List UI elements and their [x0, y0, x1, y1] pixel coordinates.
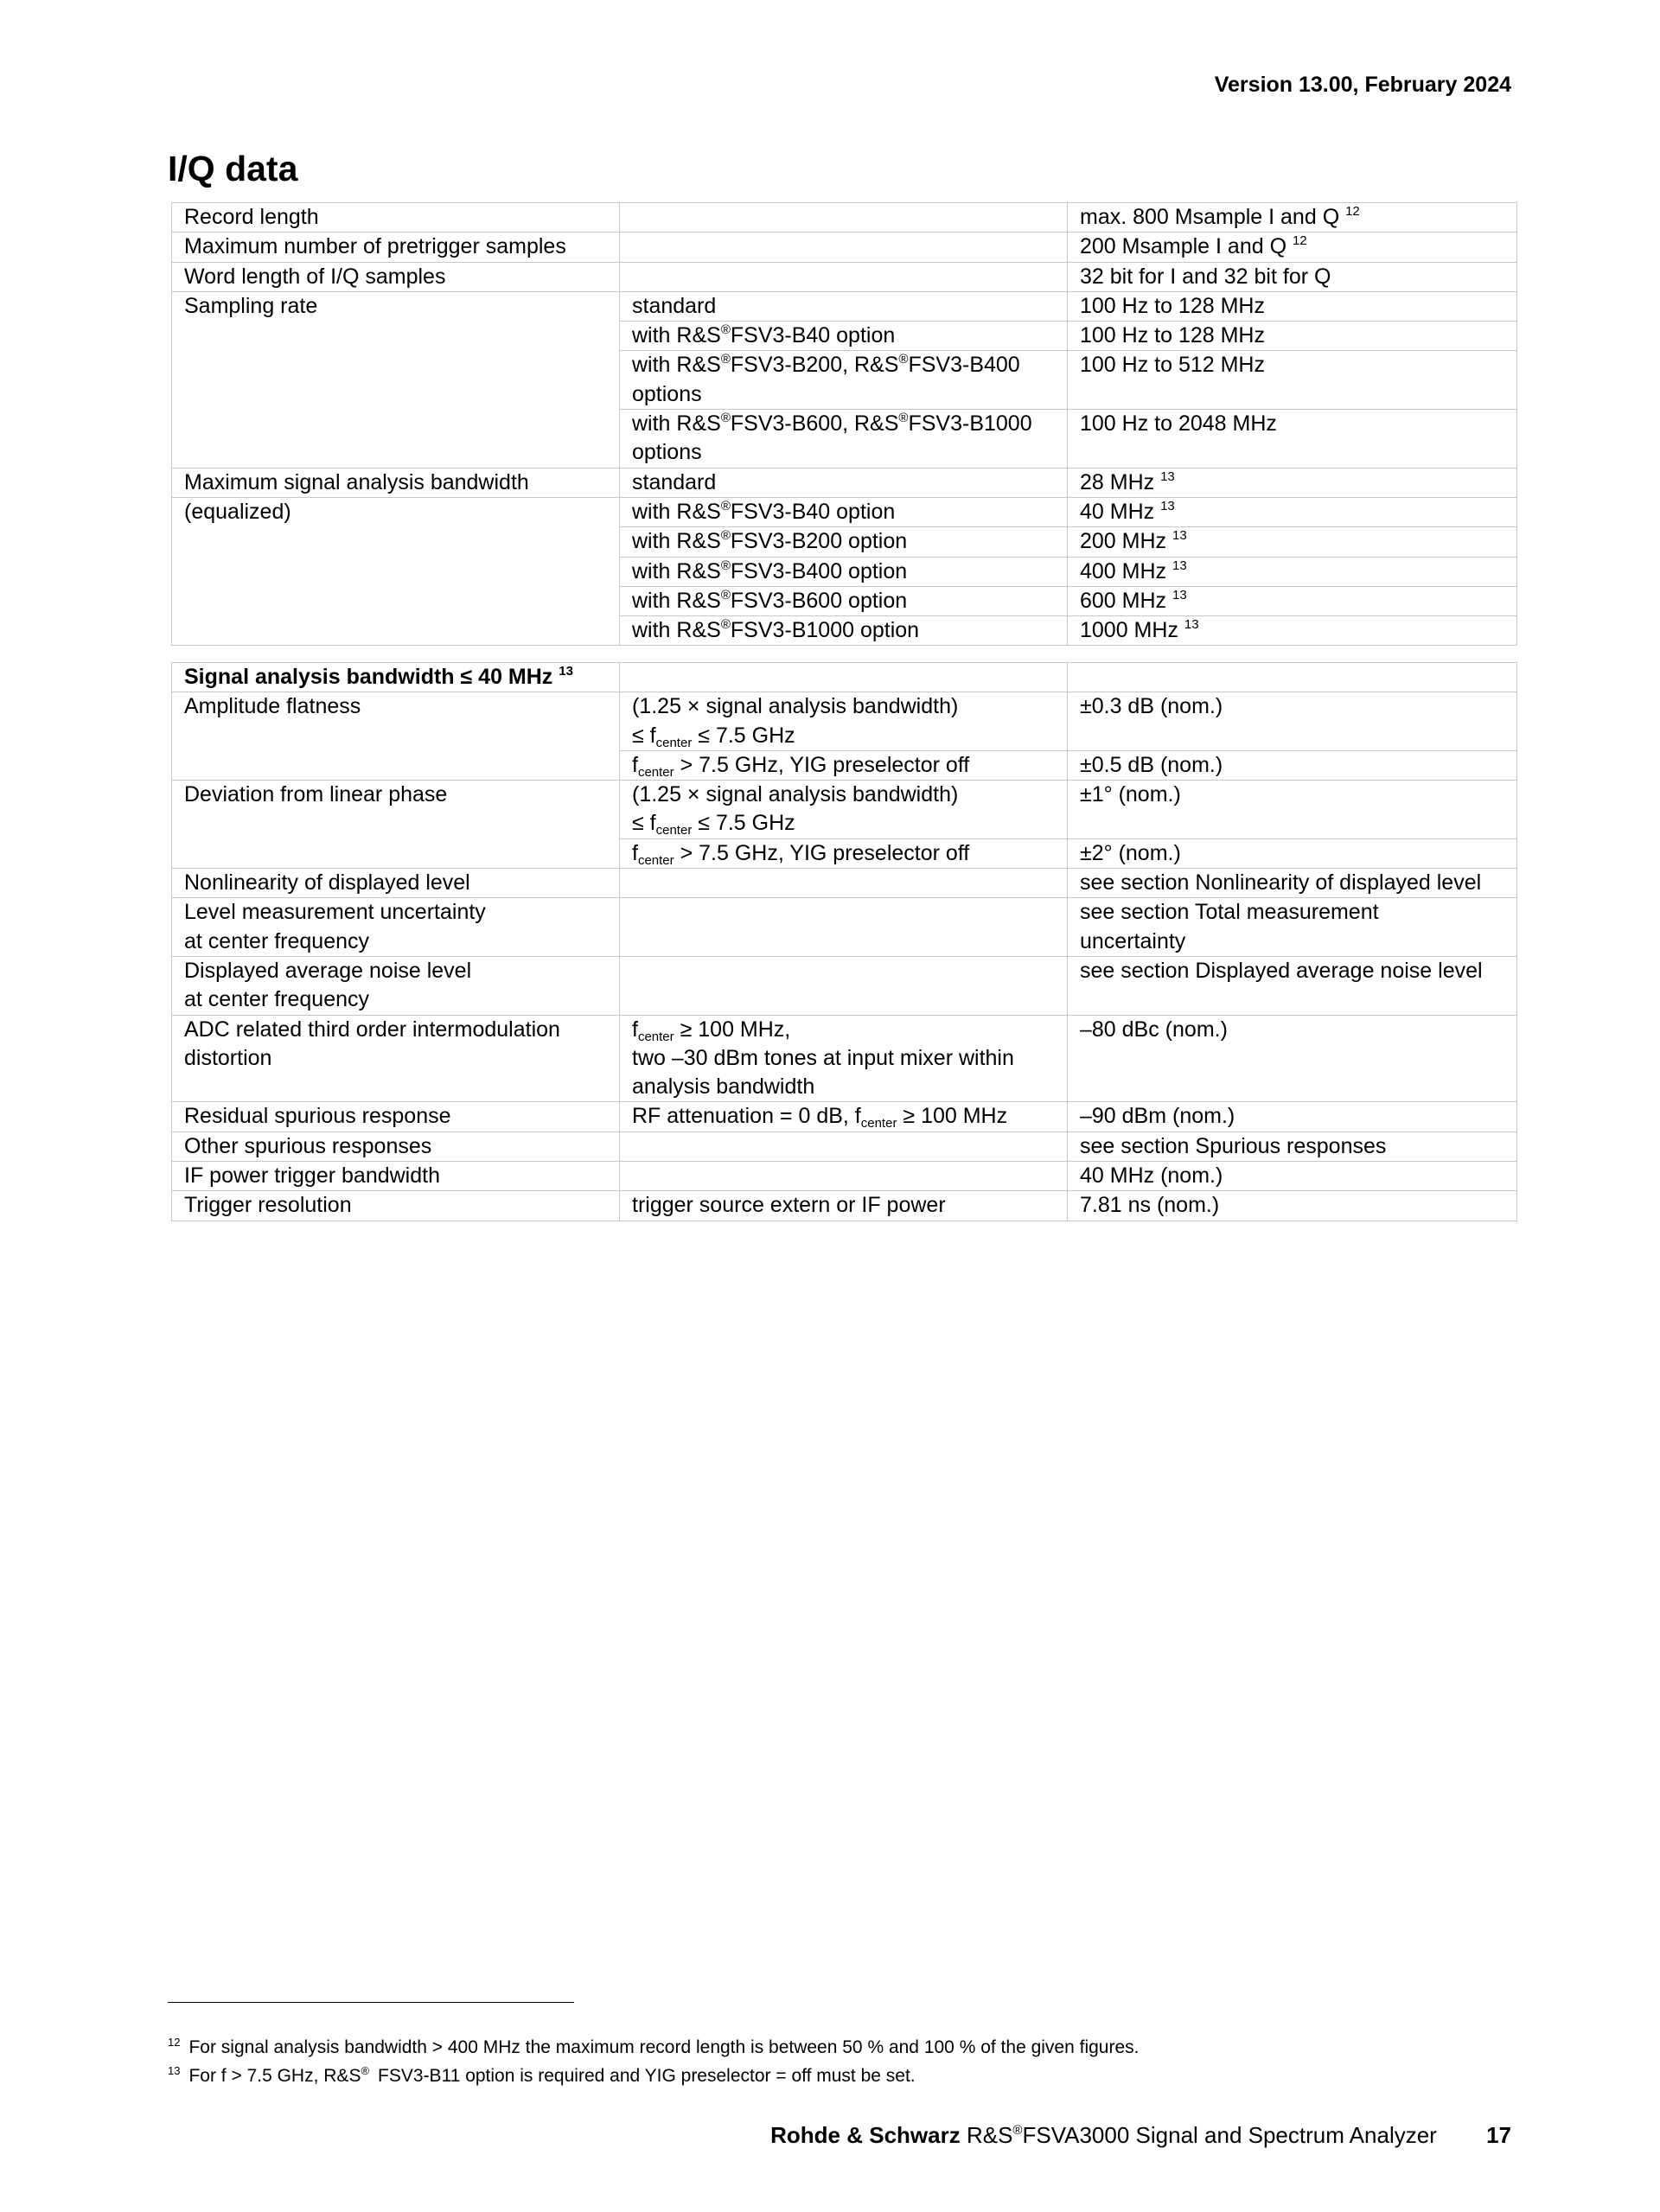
- cell-text: ±0.3 dB (nom.): [1080, 694, 1223, 719]
- table-cell: [1068, 351, 1517, 410]
- table-cell: [1068, 616, 1517, 646]
- cell-text: Sampling rate: [184, 293, 318, 318]
- table-row: [172, 869, 1517, 898]
- iq-data-table: [171, 202, 1517, 646]
- table-row: [172, 750, 1517, 780]
- cell-text: with R&S®FSV3-B1000 option: [632, 617, 920, 643]
- cell-text: 100 Hz to 128 MHz: [1080, 323, 1265, 348]
- section-title: I/Q data: [168, 149, 298, 188]
- table-cell: [1068, 586, 1517, 615]
- table-cell: [172, 781, 620, 839]
- cell-text: 200 Msample I and Q: [1080, 234, 1287, 259]
- footnote-ref: 13: [1184, 617, 1199, 633]
- cell-text: ADC related third order intermodulation distortion: [184, 1017, 560, 1070]
- subscript: center: [637, 764, 674, 780]
- registered-mark: ®: [720, 587, 731, 602]
- table-cell: [620, 291, 1068, 321]
- table-row: [172, 351, 1517, 410]
- table-row: [172, 322, 1517, 351]
- cell-text: 100 Hz to 128 MHz: [1080, 293, 1265, 318]
- table-cell: [1068, 262, 1517, 291]
- version-label: Version 13.00, February 2024: [1214, 73, 1511, 97]
- cell-text: Displayed average noise level at center frequency: [184, 958, 472, 1012]
- table-cell: [1068, 1162, 1517, 1191]
- cell-text: Nonlinearity of displayed level: [184, 870, 470, 896]
- subscript: center: [655, 823, 693, 838]
- footnote-text: For signal analysis bandwidth > 400 MHz the maximum record length is between 50 % and 100 % of the given figures.: [188, 2037, 1140, 2057]
- registered-mark: ®: [720, 411, 731, 426]
- footnote-divider: [168, 2002, 574, 2003]
- page-number: 17: [1486, 2122, 1511, 2148]
- cell-text: Trigger resolution: [184, 1193, 352, 1218]
- cell-text: 100 Hz to 2048 MHz: [1080, 411, 1277, 437]
- table-cell: [172, 869, 620, 898]
- table-row: [172, 781, 1517, 839]
- subscript: center: [637, 1029, 674, 1044]
- table-cell: [620, 692, 1068, 751]
- table-row: [172, 616, 1517, 646]
- cell-text: (1.25 × signal analysis bandwidth) ≤ f: [632, 694, 959, 748]
- table-cell: [620, 203, 1068, 233]
- table-cell: [620, 351, 1068, 410]
- cell-text: Level measurement uncertainty at center frequency: [184, 900, 486, 953]
- footnote-ref: 13: [1172, 528, 1187, 544]
- table-cell: [172, 586, 620, 615]
- footnote-ref: 12: [1292, 233, 1307, 249]
- table-cell: [1068, 468, 1517, 497]
- cell-text: f: [632, 840, 638, 865]
- table-row: [172, 1131, 1517, 1161]
- table-cell: [172, 1015, 620, 1102]
- cell-text: f: [632, 752, 638, 777]
- cell-text: with R&S®FSV3-B400 option: [632, 558, 908, 583]
- table-cell: [172, 203, 620, 233]
- table-cell: [620, 557, 1068, 586]
- cell-text: 100 Hz to 512 MHz: [1080, 353, 1265, 378]
- footnote-13: [168, 2062, 1139, 2090]
- table-cell: [620, 750, 1068, 780]
- footnote-ref: 12: [1345, 204, 1360, 219]
- table-row: [172, 898, 1517, 957]
- cell-text: 32 bit for I and 32 bit for Q: [1080, 264, 1331, 289]
- cell-text: Maximum signal analysis bandwidth: [184, 469, 529, 494]
- table-cell: [1068, 869, 1517, 898]
- table-row: [172, 527, 1517, 557]
- table-row: [172, 586, 1517, 615]
- registered-mark: ®: [720, 528, 731, 544]
- table-cell: [620, 586, 1068, 615]
- table-cell: [172, 497, 620, 526]
- cell-text: with R&S®FSV3-B40 option: [632, 322, 896, 348]
- table-row: [172, 291, 1517, 321]
- table-cell: [620, 898, 1068, 957]
- footer-product: R&S®FSVA3000 Signal and Spectrum Analyzer: [966, 2122, 1437, 2148]
- table-cell: [172, 262, 620, 291]
- cell-text: trigger source extern or IF power: [632, 1193, 946, 1218]
- table-row: [172, 497, 1517, 526]
- cell-text: see section Nonlinearity of displayed level: [1080, 870, 1482, 896]
- cell-text: Deviation from linear phase: [184, 782, 448, 807]
- cell-text: see section Spurious responses: [1080, 1133, 1387, 1158]
- table-cell: [620, 497, 1068, 526]
- cell-text: ±2° (nom.): [1080, 840, 1181, 865]
- table-cell: [1068, 750, 1517, 780]
- table-cell: [1068, 1191, 1517, 1221]
- table-cell: [1068, 781, 1517, 839]
- cell-text: f: [632, 1017, 638, 1042]
- page-footer: [770, 2122, 1511, 2149]
- table-row: [172, 956, 1517, 1015]
- cell-text: RF attenuation = 0 dB, f: [632, 1104, 861, 1129]
- cell-text: ≤ 7.5 GHz: [692, 723, 795, 748]
- table-row: [172, 1191, 1517, 1221]
- table-cell: [1068, 898, 1517, 957]
- registered-mark: ®: [898, 411, 909, 426]
- table-cell: [620, 410, 1068, 469]
- table-cell: [1068, 527, 1517, 557]
- table-cell: [172, 838, 620, 868]
- table-row: [172, 410, 1517, 469]
- table-cell: [1068, 410, 1517, 469]
- cell-text: with R&S®FSV3-B200, R&S®FSV3-B400 options: [632, 352, 1020, 406]
- signal-analysis-bandwidth-table-body: [172, 663, 1517, 1221]
- header-label: Signal analysis bandwidth ≤ 40 MHz: [184, 665, 553, 689]
- cell-text: see section Total measurement uncertainty: [1080, 900, 1379, 953]
- table-cell: [1068, 692, 1517, 751]
- cell-text: ±1° (nom.): [1080, 782, 1181, 807]
- table-cell: [620, 838, 1068, 868]
- table-cell: [620, 1015, 1068, 1102]
- cell-text: 28 MHz: [1080, 469, 1155, 494]
- registered-mark: ®: [720, 352, 731, 367]
- table-cell: [1068, 322, 1517, 351]
- table-row: [172, 468, 1517, 497]
- cell-text: IF power trigger bandwidth: [184, 1163, 440, 1189]
- table-cell: [172, 750, 620, 780]
- table-header-row: [172, 663, 1517, 692]
- table-row: [172, 557, 1517, 586]
- table-cell: [620, 262, 1068, 291]
- table-row: [172, 838, 1517, 868]
- table-cell: [172, 616, 620, 646]
- table-row: [172, 1102, 1517, 1131]
- cell-text: standard: [632, 293, 717, 318]
- cell-text: (equalized): [184, 499, 291, 524]
- cell-text: Amplitude flatness: [184, 694, 361, 719]
- cell-text: with R&S®FSV3-B40 option: [632, 498, 896, 524]
- table-cell: [620, 1131, 1068, 1161]
- table-cell: [172, 233, 620, 262]
- table-cell: [172, 692, 620, 751]
- subscript: center: [655, 735, 693, 750]
- footnotes: [168, 2033, 1139, 2090]
- cell-text: 40 MHz: [1080, 499, 1155, 524]
- cell-text: Record length: [184, 205, 319, 229]
- cell-text: with R&S®FSV3-B200 option: [632, 528, 908, 554]
- footnote-ref: 13: [1172, 587, 1187, 602]
- table-cell: [1068, 1015, 1517, 1102]
- table-cell: [620, 956, 1068, 1015]
- table-cell: [1068, 1131, 1517, 1161]
- table-cell: [172, 956, 620, 1015]
- footnote-text: For f > 7.5 GHz, R&S® FSV3-B11 option is required and YIG preselector = off must be set.: [188, 2064, 916, 2086]
- cell-text: with R&S®FSV3-B600, R&S®FSV3-B1000 options: [632, 411, 1032, 465]
- table-cell: [1068, 956, 1517, 1015]
- cell-text: > 7.5 GHz, YIG preselector off: [674, 840, 970, 865]
- registered-mark: ®: [720, 617, 731, 633]
- table-cell: [172, 527, 620, 557]
- table-row: [172, 233, 1517, 262]
- table-row: [172, 1015, 1517, 1102]
- footnote-ref: 13: [1172, 558, 1187, 573]
- table-cell: [172, 1162, 620, 1191]
- table-cell: [172, 1191, 620, 1221]
- table-header-cell-empty: [620, 663, 1068, 692]
- subscript: center: [637, 852, 674, 868]
- table-cell: [172, 898, 620, 957]
- cell-text: (1.25 × signal analysis bandwidth) ≤ f: [632, 782, 959, 836]
- cell-text: standard: [632, 469, 717, 494]
- table-cell: [620, 616, 1068, 646]
- footnote-ref: 13: [559, 664, 573, 679]
- table-row: [172, 1162, 1517, 1191]
- table-cell: [172, 291, 620, 321]
- table-cell: [172, 351, 620, 410]
- cell-text: 7.81 ns (nom.): [1080, 1193, 1220, 1218]
- footnote-ref: 13: [1160, 498, 1175, 513]
- cell-text: 400 MHz: [1080, 558, 1167, 583]
- footnote-number: 13: [168, 2064, 181, 2077]
- registered-mark: ®: [720, 498, 731, 513]
- table-cell: [172, 410, 620, 469]
- cell-text: with R&S®FSV3-B600 option: [632, 587, 908, 613]
- registered-mark: ®: [898, 352, 909, 367]
- signal-analysis-bandwidth-table: [171, 662, 1517, 1221]
- table-row: [172, 692, 1517, 751]
- cell-text: 200 MHz: [1080, 529, 1167, 554]
- subscript: center: [860, 1116, 897, 1131]
- table-cell: [1068, 291, 1517, 321]
- cell-text: Word length of I/Q samples: [184, 264, 446, 289]
- footnote-number: 12: [168, 2036, 181, 2049]
- table-cell: [1068, 497, 1517, 526]
- table-cell: [1068, 557, 1517, 586]
- table-header-cell: [172, 663, 620, 692]
- table-cell: [620, 527, 1068, 557]
- table-header-cell-empty: [1068, 663, 1517, 692]
- footnote-12: [168, 2033, 1139, 2062]
- table-cell: [620, 468, 1068, 497]
- table-cell: [1068, 838, 1517, 868]
- cell-text: Residual spurious response: [184, 1104, 451, 1129]
- footer-company: Rohde & Schwarz: [770, 2122, 961, 2148]
- cell-text: 1000 MHz: [1080, 618, 1178, 643]
- cell-text: 40 MHz (nom.): [1080, 1163, 1223, 1189]
- table-row: [172, 203, 1517, 233]
- cell-text: –80 dBc (nom.): [1080, 1017, 1228, 1042]
- cell-text: ≤ 7.5 GHz: [692, 811, 795, 836]
- cell-text: ≥ 100 MHz: [897, 1104, 1008, 1129]
- table-cell: [620, 1102, 1068, 1131]
- table-cell: [172, 1131, 620, 1161]
- table-cell: [172, 1102, 620, 1131]
- table-cell: [620, 1191, 1068, 1221]
- footnote-ref: 13: [1160, 469, 1175, 484]
- registered-mark: ®: [720, 322, 731, 338]
- cell-text: Other spurious responses: [184, 1133, 432, 1158]
- table-cell: [172, 468, 620, 497]
- cell-text: ≥ 100 MHz, two –30 dBm tones at input mixer within analysis bandwidth: [632, 1017, 1014, 1100]
- table-cell: [620, 1162, 1068, 1191]
- table-cell: [1068, 1102, 1517, 1131]
- table-cell: [620, 322, 1068, 351]
- table-row: [172, 262, 1517, 291]
- cell-text: Maximum number of pretrigger samples: [184, 234, 566, 259]
- table-cell: [620, 781, 1068, 839]
- registered-mark: ®: [1012, 2123, 1023, 2138]
- table-cell: [172, 322, 620, 351]
- cell-text: ±0.5 dB (nom.): [1080, 752, 1223, 777]
- iq-data-table-body: [172, 203, 1517, 646]
- cell-text: see section Displayed average noise level: [1080, 958, 1483, 983]
- cell-text: max. 800 Msample I and Q: [1080, 205, 1340, 229]
- cell-text: –90 dBm (nom.): [1080, 1104, 1235, 1129]
- table-cell: [620, 233, 1068, 262]
- table-cell: [1068, 233, 1517, 262]
- registered-mark: ®: [361, 2064, 370, 2077]
- cell-text: > 7.5 GHz, YIG preselector off: [674, 752, 970, 777]
- table-cell: [172, 557, 620, 586]
- registered-mark: ®: [720, 558, 731, 573]
- table-cell: [620, 869, 1068, 898]
- table-cell: [1068, 203, 1517, 233]
- cell-text: 600 MHz: [1080, 588, 1167, 613]
